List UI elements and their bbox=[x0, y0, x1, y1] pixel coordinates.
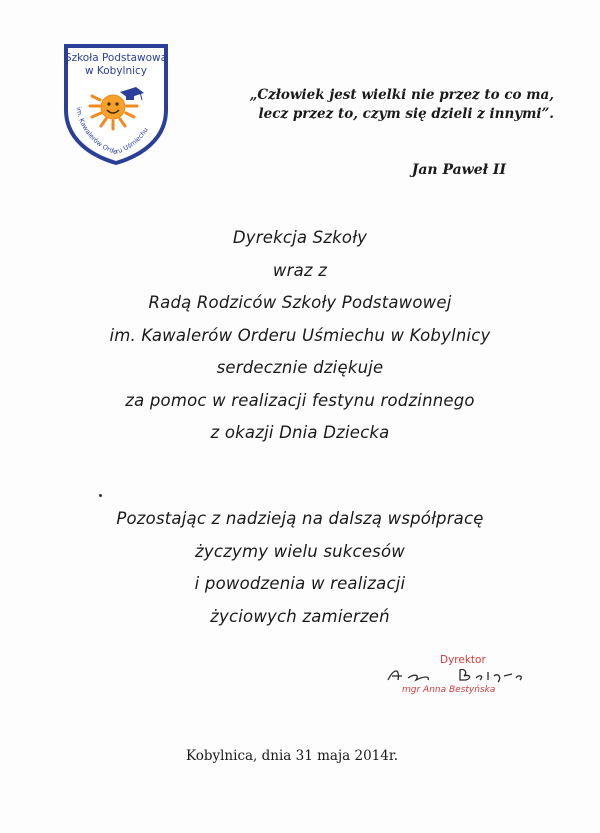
thank-you-message bbox=[40, 222, 560, 450]
quote-line-1: „Człowiek jest wielki nie przez to co ma, bbox=[249, 87, 554, 103]
closing-line: życzymy wielu sukcesów bbox=[195, 541, 405, 561]
handwritten-signature-icon bbox=[380, 664, 530, 686]
closing-line: życiowych zamierzeń bbox=[210, 606, 390, 626]
stray-dot bbox=[99, 494, 102, 497]
signature-role: Dyrektor bbox=[440, 654, 486, 666]
closing-wishes bbox=[40, 503, 560, 633]
quote-author: Jan Paweł II bbox=[411, 162, 506, 178]
logo-school-name bbox=[60, 52, 172, 78]
place-and-date: Kobylnica, dnia 31 maja 2014r. bbox=[186, 748, 399, 764]
signature-stamp bbox=[380, 652, 540, 702]
logo-line-1: Szkoła Podstawowa bbox=[64, 52, 168, 64]
message-line: im. Kawalerów Orderu Uśmiechu w Kobylnicy bbox=[109, 325, 491, 345]
message-line: z okazji Dnia Dziecka bbox=[210, 423, 390, 442]
message-line: Dyrekcja Szkoły bbox=[232, 228, 368, 247]
school-logo bbox=[60, 40, 172, 165]
quote-block bbox=[236, 86, 554, 124]
message-line: serdecznie dziękuje bbox=[216, 358, 384, 377]
message-line: za pomoc w realizacji festynu rodzinnego bbox=[125, 390, 475, 410]
closing-line: i powodzenia w realizacji bbox=[194, 574, 406, 593]
closing-line: Pozostając z nadzieją na dalszą współpracę bbox=[116, 509, 484, 528]
logo-line-2: w Kobylnicy bbox=[84, 65, 148, 77]
message-line: wraz z bbox=[272, 260, 328, 280]
signature-name: mgr Anna Bestyńska bbox=[402, 685, 496, 695]
quote-line-2: lecz przez to, czym się dzieli z innymi”. bbox=[258, 106, 554, 122]
message-line: Radą Rodziców Szkoły Podstawowej bbox=[148, 293, 452, 312]
logo-arc-text: im. Kawalerów Orderu Uśmiechu bbox=[74, 106, 150, 157]
